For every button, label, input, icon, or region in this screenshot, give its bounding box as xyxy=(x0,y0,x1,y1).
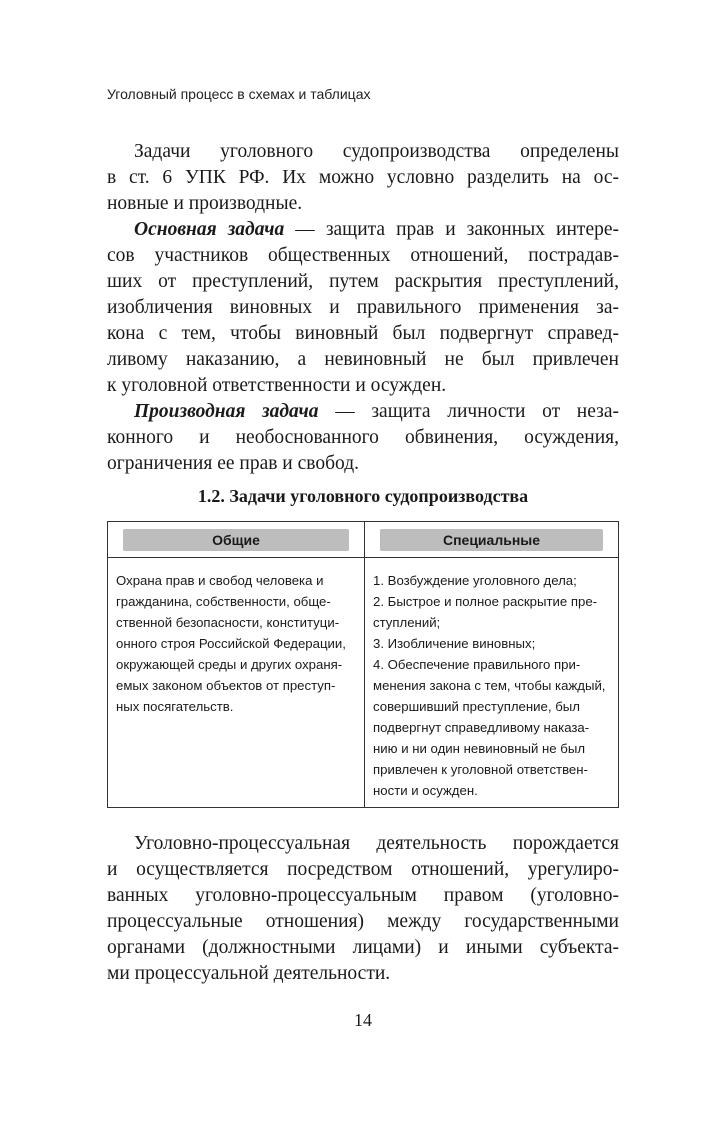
cell-line: 4. Обеспечение правильного при- xyxy=(373,657,581,672)
text-line: новные и производные. xyxy=(107,193,303,214)
cell-line: ступлений; xyxy=(373,615,441,630)
text-line: процессуальные отношения) между государственными xyxy=(107,911,619,932)
text-line: органами (должностными лицами) и иными субъекта- xyxy=(107,937,619,958)
text-line: Уголовно-процессуальная деятельность порождается xyxy=(134,833,619,854)
text-line: кона с тем, чтобы виновный был подвергнут справед- xyxy=(107,323,619,344)
cell-line: ности и осужден. xyxy=(373,783,478,798)
text-line xyxy=(107,399,619,425)
cell-line: ственной безопасности, конституци- xyxy=(116,615,340,630)
main-task-term: Основная задача xyxy=(134,219,285,240)
cell-line: емых законом объектов от преступ- xyxy=(116,678,336,693)
text-line: и осуществляется посредством отношений, урегулиро- xyxy=(107,859,619,880)
header-label: Специальные xyxy=(380,529,603,551)
page-number: 14 xyxy=(354,1010,372,1030)
cell-line: гражданина, собственности, обще- xyxy=(116,594,331,609)
tasks-table xyxy=(107,521,619,808)
table-header-general xyxy=(108,522,365,558)
derived-task-first-line: — защита личности от неза- xyxy=(318,401,619,422)
cell-line: онного строя Российской Федерации, xyxy=(116,636,346,651)
text-line: к уголовной ответственности и осужден. xyxy=(107,375,447,396)
cell-line: окружающей среды и других охраня- xyxy=(116,657,343,672)
text-line: в ст. 6 УПК РФ. Их можно условно разделить на ос- xyxy=(107,167,619,188)
text-line: ми процессуальной деятельности. xyxy=(107,963,391,984)
text-line: ливому наказанию, а невиновный не был привлечен xyxy=(107,349,619,370)
text-line: ограничения ее прав и свобод. xyxy=(107,453,360,474)
table-cell-general xyxy=(108,558,365,807)
closing-paragraph xyxy=(107,831,619,987)
text-line: изобличения виновных и правильного применения за- xyxy=(107,297,619,318)
text-line: Задачи уголовного судопроизводства определены xyxy=(134,141,619,162)
text-line: ших от преступлений, путем раскрытия преступлений, xyxy=(107,271,619,292)
derived-task-paragraph xyxy=(107,399,619,477)
running-head: Уголовный процесс в схемах и таблицах xyxy=(107,86,371,102)
cell-line: Охрана прав и свобод человека и xyxy=(116,573,324,588)
header-label: Общие xyxy=(123,529,348,551)
main-task-paragraph xyxy=(107,217,619,399)
cell-line: 2. Быстрое и полное раскрытие пре- xyxy=(373,594,598,609)
table-cell-special xyxy=(365,558,618,807)
text-line: конного и необоснованного обвинения, осуждения, xyxy=(107,427,619,448)
text-line: сов участников общественных отношений, пострадав- xyxy=(107,245,619,266)
cell-line: ных посягательств. xyxy=(116,699,234,714)
text-line xyxy=(107,217,619,243)
text-line: ванных уголовно-процессуальным правом (уголовно- xyxy=(107,885,619,906)
section-title: 1.2. Задачи уголовного судопроизводства xyxy=(197,486,529,506)
cell-line: совершивший преступление, был xyxy=(373,699,580,714)
intro-paragraph xyxy=(107,139,619,217)
derived-task-term: Производная задача xyxy=(134,401,319,422)
cell-line: подвергнут справедливому наказа- xyxy=(373,720,590,735)
cell-line: нию и ни один невиновный не был xyxy=(373,741,586,756)
cell-line: менения закона с тем, чтобы каждый, xyxy=(373,678,606,693)
table-header-special xyxy=(365,522,618,558)
main-task-first-line: — защита прав и законных интере- xyxy=(284,219,619,240)
cell-line: 3. Изобличение виновных; xyxy=(373,636,536,651)
cell-line: 1. Возбуждение уголовного дела; xyxy=(373,573,577,588)
cell-line: привлечен к уголовной ответствен- xyxy=(373,762,588,777)
